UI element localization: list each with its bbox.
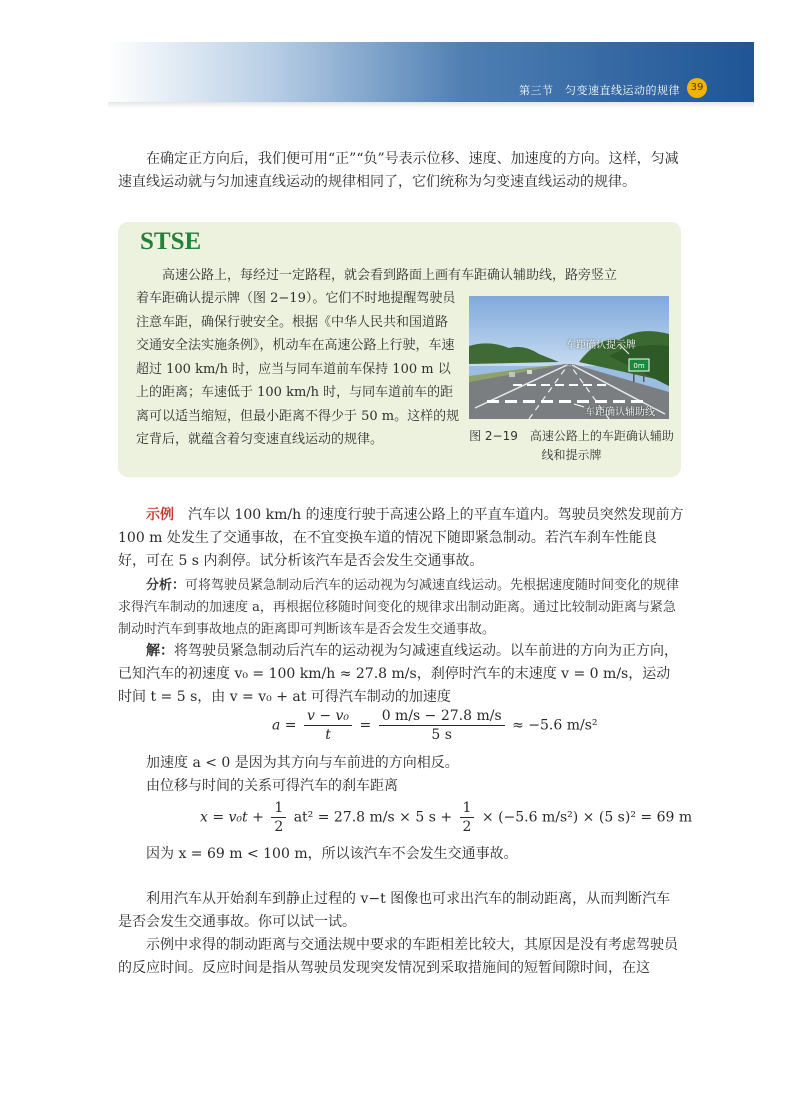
formula1-lhs: a = [272, 717, 297, 734]
section-title: 第三节 匀变速直线运动的规律 [519, 84, 680, 97]
closing-paragraph-1: 利用汽车从开始刹车到静止过程的 v−t 图像也可求出汽车的制动距离，从而判断汽车是否会发生交通事故。你可以试一试。 [118, 891, 671, 930]
formula1-fraction-2 [379, 708, 505, 743]
solution-label: 解： [146, 643, 174, 659]
header-shadow [108, 102, 754, 108]
solution-paragraph [118, 640, 684, 709]
solution-text: 将驾驶员紧急制动后汽车的运动视为匀减速直线运动。以车前进的方向为正方向，已知汽车的初速度 v₀ = 100 km/h ≈ 27.8 m/s，刹停时汽车的末速度 v = 0 m/s，运动时间 t = 5 s，由 v = v₀ + at 可得汽车制动的加速度 [118, 643, 678, 705]
formula1-frac1-num: v − v₀ [304, 708, 352, 726]
stse-intro-line: 高速公路上，每经过一定路程，就会看到路面上画有车距确认辅助线，路旁竖立 [162, 268, 618, 283]
formula1-result: ≈ −5.6 m/s² [512, 717, 598, 734]
formula2-part3: × (−5.6 m/s²) × (5 s)² = 69 m [481, 809, 693, 826]
sign-text: 0m [633, 362, 645, 370]
example-text: 汽车以 100 km/h 的速度行驶于高速公路上的平直车道内。驾驶员突然发现前方 100 m 处发生了交通事故，在不宜变换车道的情况下随即紧急制动。若汽车刹车性能良好，可在 5 s 内刹停。试分析该汽车是否会发生交通事故。 [118, 507, 684, 569]
intro-paragraph: 在确定正方向后，我们便可用“正”“负”号表示位移、速度、加速度的方向。这样，匀减速直线运动就与匀加速直线运动的规律相同了，它们统称为匀变速直线运动的规律。 [118, 151, 679, 190]
page-number-badge: 39 [687, 78, 707, 98]
example-label: 示例 [146, 507, 174, 523]
formula1-frac1-den: t [325, 727, 331, 743]
formula2-half1-den: 2 [274, 819, 284, 835]
sign-label: 车距确认提示牌 [566, 340, 636, 351]
formula1-frac2-num: 0 m/s − 27.8 m/s [379, 708, 505, 726]
formula2-part2: at² = 27.8 m/s × 5 s + [293, 809, 453, 826]
analysis-label: 分析： [146, 578, 186, 593]
formula2-half-2 [460, 800, 475, 835]
formula2-half2-den: 2 [462, 819, 472, 835]
highway-photo [469, 296, 669, 419]
analysis-paragraph [118, 575, 684, 641]
stse-title: STSE [140, 228, 202, 255]
formula1-fraction-1 [304, 708, 352, 743]
example-paragraph [118, 504, 684, 573]
stse-body: 着车距确认提示牌（图 2−19）。它们不时地提醒驾驶员注意车距，确保行驶安全。根据《中华人民共和国道路交通安全法实施条例》，机动车在高速公路上行驶，车速超过 100 km/h 时，应当与同车道前车保持 100 m 以上的距离；车速低于 100 km/h 时，与同车道前车的距离可以适当缩短，但最小距离不得少于 50 m。这样的规定背后，就蕴含着匀变速直线运动的规律。 [136, 291, 460, 447]
acceleration-formula [272, 708, 598, 743]
acceleration-note: 加速度 a < 0 是因为其方向与车前进的方向相反。 [146, 755, 459, 771]
distance-intro: 由位移与时间的关系可得汽车的刹车距离 [146, 778, 398, 794]
distance-formula [200, 800, 692, 835]
closing-paragraph-2: 示例中求得的制动距离与交通法规中要求的车距相差比较大，其原因是没有考虑驾驶员的反应时间。反应时间是指从驾驶员发现突发情况到采取措施间的短暂间隙时间，在这 [118, 937, 678, 976]
formula2-half2-num: 1 [460, 800, 475, 818]
conclusion: 因为 x = 69 m < 100 m，所以该汽车不会发生交通事故。 [146, 846, 518, 862]
highway-illustration [469, 296, 669, 419]
formula2-half-1 [271, 800, 286, 835]
formula2-part1: x = v₀t + [200, 809, 264, 826]
analysis-text: 可将驾驶员紧急制动后汽车的运动视为匀减速直线运动。先根据速度随时间变化的规律求得汽车制动的加速度 a，再根据位移随时间变化的规律求出制动距离。通过比较制动距离与紧急制动时汽车到事故地点的距离即可判断该车是否会发生交通事故。 [118, 578, 680, 637]
formula2-half1-num: 1 [271, 800, 286, 818]
line-label: 车距确认辅助线 [585, 407, 655, 418]
formula1-equals: = [359, 717, 372, 734]
formula1-frac2-den: 5 s [431, 727, 452, 743]
figure-caption: 图 2−19 高速公路上的车距确认辅助线和提示牌 [469, 429, 674, 462]
